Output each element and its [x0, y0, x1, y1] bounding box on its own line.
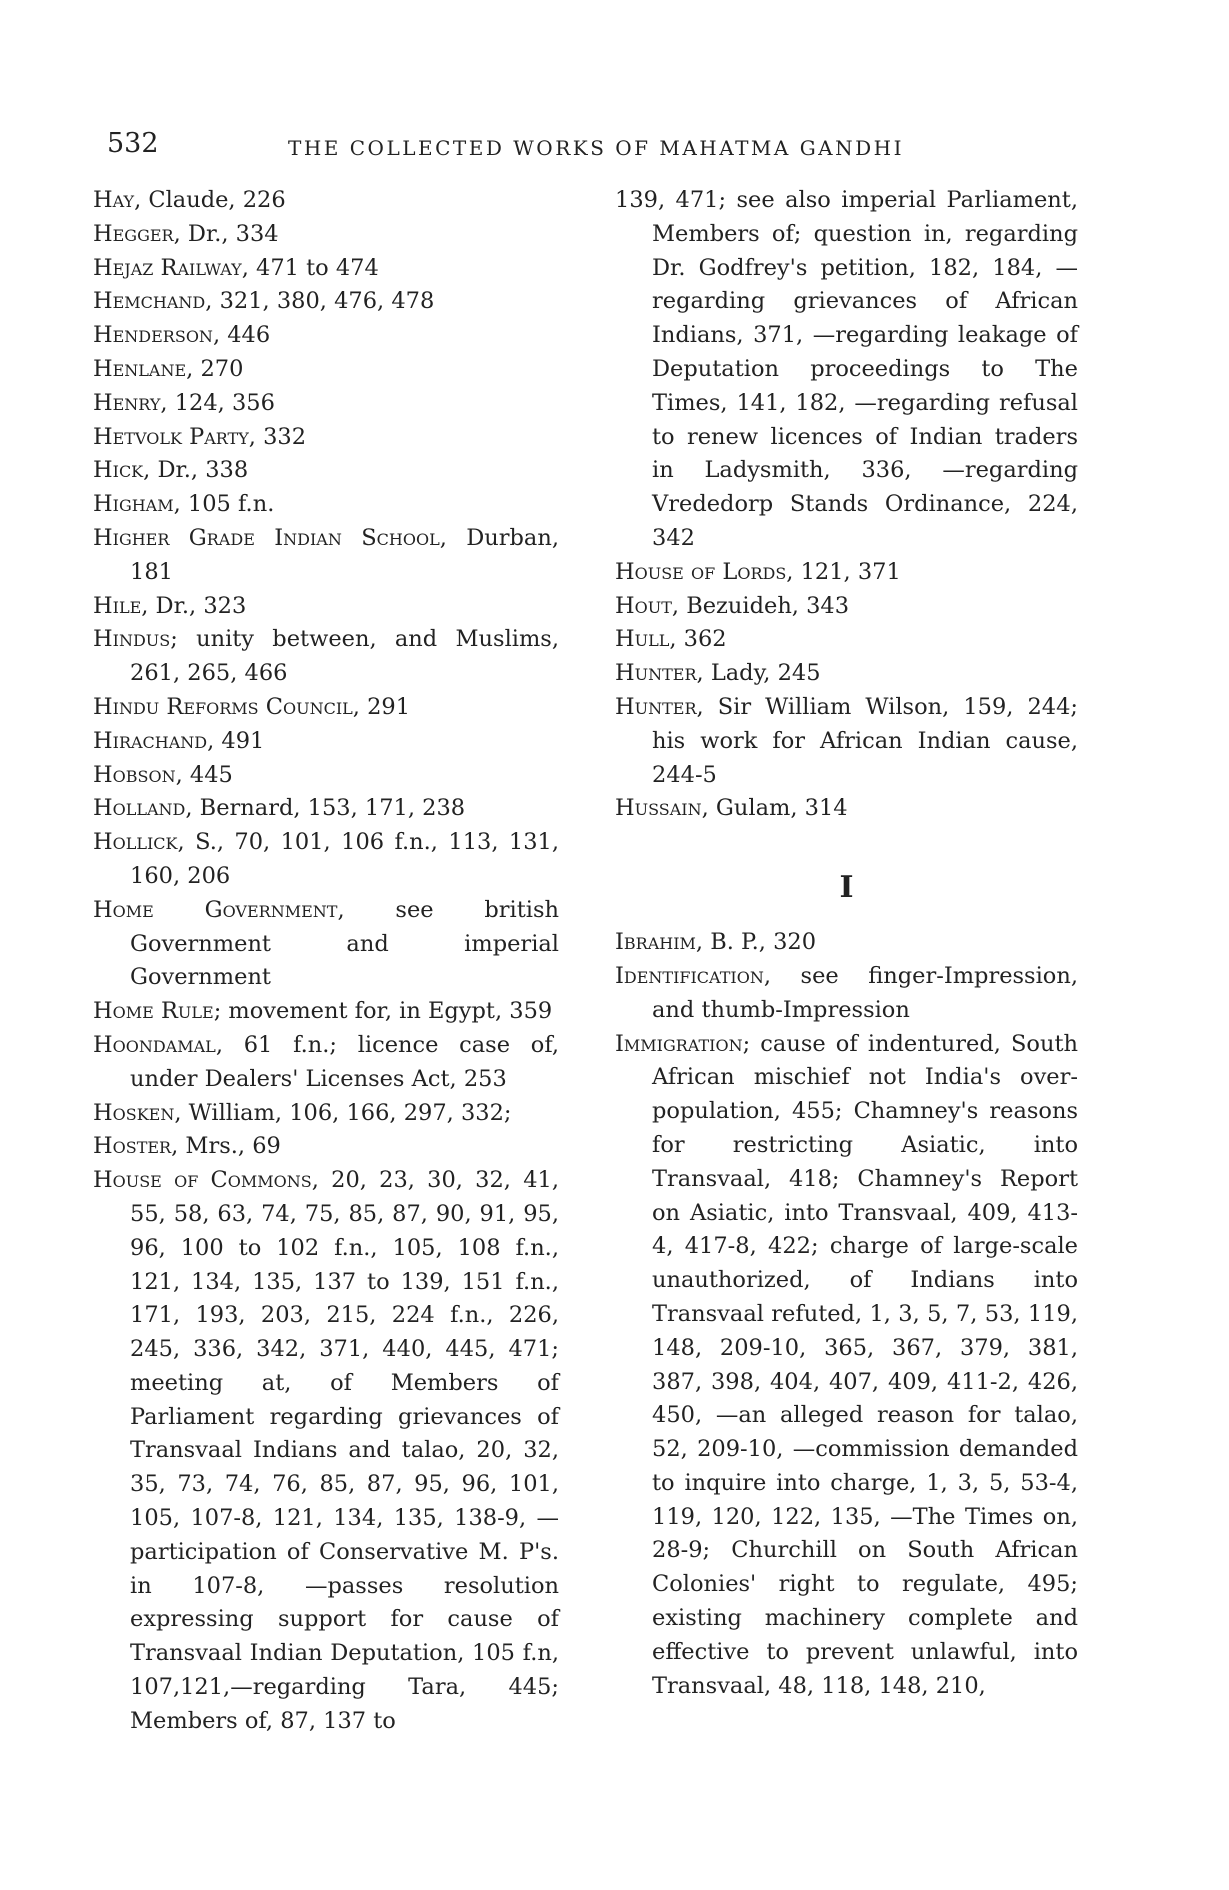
entry-text: , 471 to 474 — [241, 254, 379, 281]
index-entry — [93, 285, 559, 319]
entry-text: , Lady, 245 — [696, 660, 821, 687]
entry-heading: Higham — [93, 491, 174, 518]
index-entry — [615, 623, 1078, 657]
entry-heading: Hejaz Railway — [93, 254, 242, 281]
index-entry — [615, 556, 1078, 590]
entry-heading: Hindus — [93, 626, 171, 653]
entry-text: , Mrs., 69 — [171, 1133, 281, 1160]
entry-heading: Hussain — [615, 795, 702, 822]
index-entry — [615, 657, 1078, 691]
entry-text: , 362 — [669, 626, 727, 653]
entry-text: , Dr., 338 — [143, 457, 249, 484]
index-entry — [93, 488, 559, 522]
entry-heading: Hunter — [615, 660, 697, 687]
index-entry — [93, 894, 559, 995]
entry-heading: Henry — [93, 389, 161, 416]
entry-heading: Home Rule — [93, 998, 214, 1025]
entry-heading: Hick — [93, 457, 144, 484]
entry-heading: Hollick — [93, 829, 178, 856]
index-entry — [93, 218, 559, 252]
entry-text: , 446 — [212, 322, 271, 349]
entry-text: , see finger-Impression, and thumb-Impression — [652, 962, 1078, 1023]
entry-text: , 321, 380, 476, 478 — [205, 288, 435, 315]
entry-text: 139, 471; see also imperial Parliament, Members of; question in, regarding Dr. Godfrey's petition, 182, 184, —regarding grievances of African Indians, 371, —regarding leakage of Deputation proceedings to The Times, 141, 182, —regarding refusal to renew licences of Indian traders in Ladysmith, 336, —regarding Vrededorp Stands Ordinance, 224, 342 — [615, 187, 1078, 551]
entry-text: , 61 f.n.; licence case of, under Dealers' Licenses Act, 253 — [130, 1031, 559, 1092]
entry-text: , William, 106, 166, 297, 332; — [174, 1099, 512, 1126]
entry-text: , Bezuideh, 343 — [671, 592, 850, 619]
entry-heading: Ibrahim — [615, 929, 696, 956]
entry-text: , Bernard, 153, 171, 238 — [185, 795, 466, 822]
entry-text: , 332 — [248, 423, 307, 450]
index-entry — [93, 792, 559, 826]
entry-text: , Sir William Wilson, 159, 244; his work for African Indian cause, 244-5 — [652, 693, 1078, 788]
entry-heading: Hoondamal — [93, 1031, 216, 1058]
entry-text: ; unity between, and Muslims, 261, 265, 466 — [130, 626, 559, 687]
entry-text: , B. P., 320 — [695, 929, 817, 956]
entry-text: , see british Government and imperial Government — [130, 896, 560, 991]
index-entry — [93, 252, 559, 286]
entry-text: , 124, 356 — [160, 389, 275, 416]
entry-text: , Durban, 181 — [130, 524, 559, 585]
index-entry — [615, 792, 1078, 826]
entry-text: , 121, 371 — [786, 558, 901, 585]
index-entry — [615, 960, 1078, 1028]
index-entry-continued — [615, 184, 1078, 556]
running-head: THE COLLECTED WORKS OF MAHATMA GANDHI — [288, 136, 905, 160]
index-entry — [93, 353, 559, 387]
index-entry — [93, 725, 559, 759]
index-entry — [93, 1029, 559, 1097]
entry-heading: House of Lords — [615, 558, 787, 585]
entry-heading: Hile — [93, 592, 142, 619]
index-entry — [615, 691, 1078, 792]
entry-text: , S., 70, 101, 106 f.n., 113, 131, 160, 206 — [130, 829, 559, 889]
entry-heading: Henlane — [93, 355, 187, 382]
index-entry — [93, 691, 559, 725]
index-entry — [93, 590, 559, 624]
entry-heading: Henderson — [93, 322, 213, 349]
entry-text: , Dr., 334 — [173, 220, 279, 247]
index-entry — [93, 421, 559, 455]
index-entry — [93, 1130, 559, 1164]
index-entry — [93, 1164, 559, 1739]
entry-heading: House of Commons — [93, 1167, 312, 1194]
entry-text: , 445 — [175, 761, 233, 788]
index-entry — [93, 387, 559, 421]
entry-heading: Hindu Reforms Council — [93, 693, 353, 720]
page-number: 532 — [107, 128, 159, 159]
entry-text: ; cause of indentured, South African mischief not India's over-population, 455; Chamney's reasons for restricting Asiatic, into Transvaal, 418; Chamney's Report on Asiatic, into Transvaal, 409, 413-4, 417-8, 422; charge of large-scale unauthorized, of Indians into Transvaal refuted, 1, 3, 5, 7, 53, 119, 148, 209-10, 365, 367, 379, 381, 387, 398, 404, 407, 409, 411-2, 426, 450, —an alleged reason for talao, 52, 209-10, —commission demanded to inquire into charge, 1, 3, 5, 53-4, 119, 120, 122, 135, —The Times on, 28-9; Churchill on South African Colonies' right to regulate, 495; existing machinery complete and effective to prevent unlawful, into Transvaal, 48, 118, 148, 210, — [652, 1030, 1078, 1699]
index-column-left — [93, 184, 559, 1739]
entry-heading: Hull — [615, 626, 670, 653]
index-entry — [93, 759, 559, 793]
index-entry — [93, 1097, 559, 1131]
index-entry — [93, 319, 559, 353]
entry-text: , 20, 23, 30, 32, 41, 55, 58, 63, 74, 75, 85, 87, 90, 91, 95, 96, 100 to 102 f.n., 105, 108 f.n., 121, 134, 135, 137 to 139, 151 f.n., 171, 193, 203, 215, 224 f.n., 226, 245, 336, 342, 371, 440, 445, 471; meeting at, of Members of Parliament regarding grievances of Transvaal Indians and talao, 20, 32, 35, 73, 74, 76, 85, 87, 95, 96, 101, 105, 107-8, 121, 134, 135, 138-9, —participation of Conservative M. P's. in 107-8, —passes resolution expressing support for cause of Transvaal Indian Deputation, 105 f.n, 107,121,—regarding Tara, 445; Members of, 87, 137 to — [130, 1167, 559, 1734]
entry-text: ; movement for, in Egypt, 359 — [213, 998, 553, 1025]
entry-heading: Hunter — [615, 693, 697, 720]
entry-heading: Immigration — [615, 1030, 743, 1057]
entry-heading: Hegger — [93, 220, 174, 247]
index-entry — [93, 826, 559, 894]
entry-heading: Hobson — [93, 761, 176, 788]
section-letter-heading: I — [839, 870, 854, 906]
entry-heading: Hemchand — [93, 288, 206, 315]
index-entry — [615, 926, 1078, 960]
entry-text: , 291 — [352, 693, 411, 720]
index-entry — [93, 995, 559, 1029]
index-entry — [615, 590, 1078, 624]
index-entry — [93, 184, 559, 218]
entry-heading: Hetvolk Party — [93, 423, 249, 450]
entry-text: , Claude, 226 — [134, 187, 286, 213]
entry-heading: Identification — [615, 962, 764, 989]
index-entry — [93, 522, 559, 590]
entry-heading: Hirachand — [93, 727, 208, 754]
index-entry — [93, 454, 559, 488]
entry-text: , 105 f.n. — [173, 491, 275, 518]
entry-heading: Hosken — [93, 1099, 175, 1126]
index-entry — [615, 1028, 1078, 1704]
entry-heading: Hoster — [93, 1133, 172, 1160]
index-entry — [93, 623, 559, 691]
entry-text: , 491 — [207, 727, 265, 754]
entry-heading: Hout — [615, 592, 672, 619]
entry-text: , Gulam, 314 — [701, 795, 848, 822]
entry-heading: Higher Grade Indian School — [93, 524, 440, 551]
entry-heading: Hay — [93, 187, 135, 213]
index-column-right — [615, 184, 1078, 1703]
entry-heading: Home Government — [93, 896, 338, 923]
entry-heading: Holland — [93, 795, 186, 822]
entry-text: , Dr., 323 — [141, 592, 247, 619]
entry-text: , 270 — [186, 355, 244, 382]
